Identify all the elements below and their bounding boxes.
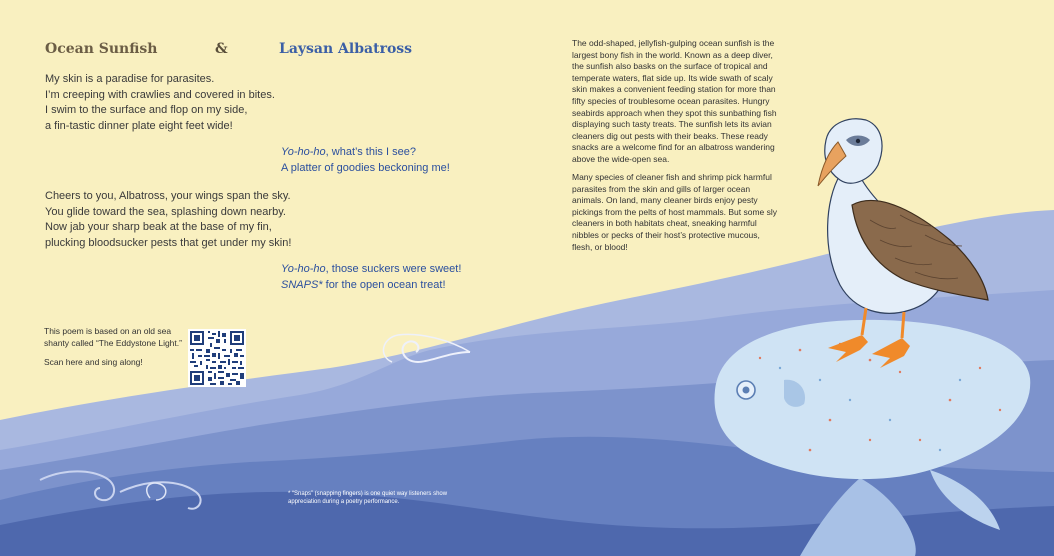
info-paragraph-1: The odd-shaped, jellyfish-gulping ocean sunfish is the largest bony fish in the world. Known as a deep diver, the sunfish also basks on the surface of tropical and temperate waters, flat side up. Its wide swath of scaly skin makes a convenient feeding station for more than fifty species of troublesome ocean parasites. Hungry seabirds approach when they spot this sunbathing fish displaying such tasty treats. The sunfish lets its avian cleaners dig out pests with their beaks. These ready snacks are a welcome find for an albatross wandering above the wide-open sea. (572, 38, 777, 164)
poem-chorus-1 (281, 145, 531, 176)
chorus-text: for the open ocean treat! (322, 278, 446, 291)
chorus-text: , those suckers were sweet! (325, 263, 462, 275)
shanty-note-line: shanty called “The Eddystone Light.” (44, 337, 182, 348)
scan-instruction: Scan here and sing along! (44, 357, 143, 367)
poem-line: Now jab your sharp beak at the base of my fin, (45, 221, 272, 233)
title-ampersand: & (215, 41, 228, 57)
poem-line: You glide toward the sea, splashing down nearby. (45, 205, 286, 218)
chorus-line: A platter of goodies beckoning me! (281, 161, 450, 174)
chorus-snaps: SNAPS* (281, 278, 323, 291)
poem-line: plucking bloodsucker pests that get under my skin! (45, 236, 292, 249)
poem-line: a fin-tastic dinner plate eight feet wide! (45, 119, 233, 132)
chorus-line (281, 145, 531, 161)
poem-stanza-1 (45, 72, 305, 134)
qr-code-icon[interactable] (188, 329, 246, 387)
chorus-text: , what’s this I see? (325, 146, 416, 158)
poem-line: I swim to the surface and flop on my side, (45, 104, 248, 116)
poem-chorus-2 (281, 262, 531, 293)
poem-line: I’m creeping with crawlies and covered in bites. (45, 88, 275, 101)
title-ocean-sunfish: Ocean Sunfish (45, 41, 158, 57)
shanty-note (44, 326, 194, 369)
chorus-yoho: Yo-ho-ho (281, 146, 326, 158)
poem-line: Cheers to you, Albatross, your wings span the sky. (45, 190, 291, 202)
title-laysan-albatross: Laysan Albatross (279, 41, 413, 57)
chorus-line (281, 278, 531, 294)
chorus-line (281, 262, 531, 278)
poem-stanza-2 (45, 189, 305, 251)
snaps-footnote: * “Snaps” (snapping fingers) is one quiet way listeners show appreciation during a poetry performance. (288, 491, 448, 505)
poem-line: My skin is a paradise for parasites. (45, 73, 215, 85)
chorus-yoho: Yo-ho-ho (281, 263, 326, 275)
info-paragraph-2: Many species of cleaner fish and shrimp pick harmful parasites from the skin and gills of larger ocean animals. On land, many cleaner birds enjoy pesty pickings from the pelts of host mammals. But some sly cleaners in both habitats cheat, sneaking harmful nibbles or pecks of their host’s protective mucous, flesh, or blood! (572, 172, 778, 252)
shanty-note-line: This poem is based on an old sea (44, 326, 172, 336)
